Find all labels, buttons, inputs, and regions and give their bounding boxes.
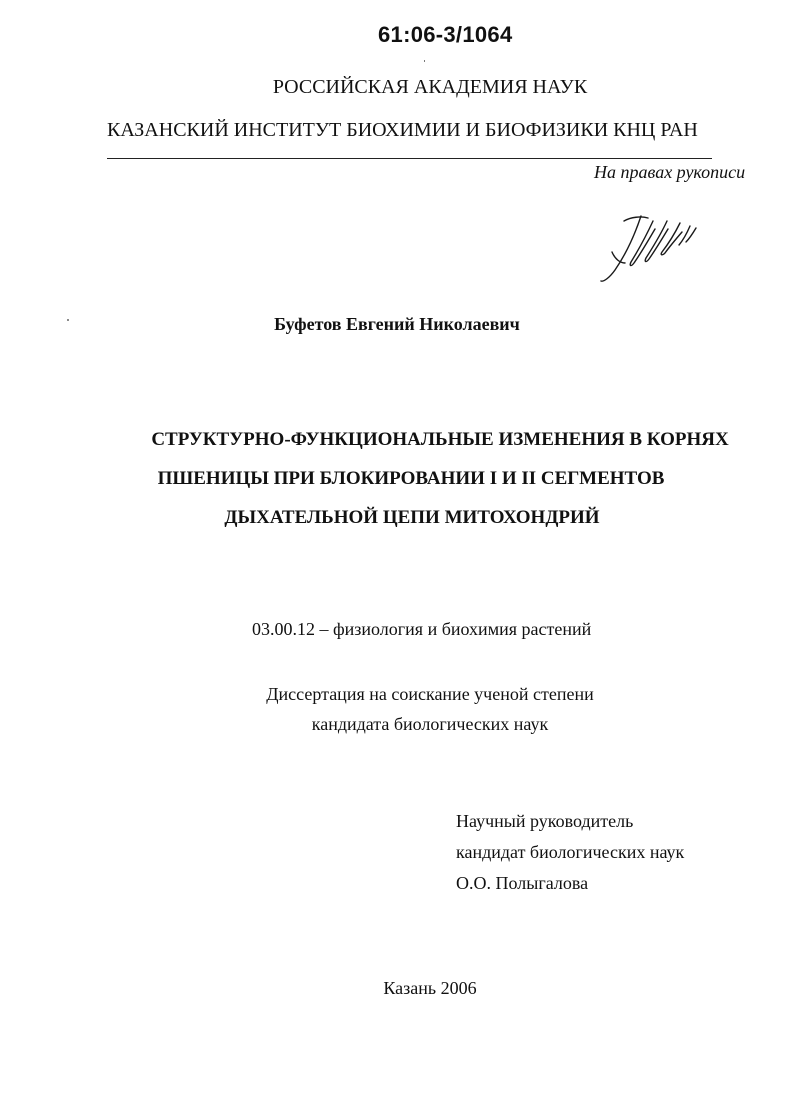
header-divider [107, 158, 712, 159]
scan-speck [424, 60, 425, 62]
manuscript-rights-note: На правах рукописи [594, 162, 746, 182]
handwritten-signature [598, 212, 702, 286]
dissertation-title [0, 420, 794, 537]
degree-line: Диссертация на соискание ученой степени [266, 684, 594, 704]
supervisor-block [456, 806, 684, 899]
title-line: ПШЕНИЦЫ ПРИ БЛОКИРОВАНИИ I И II СЕГМЕНТОВ [157, 468, 665, 489]
institute-name: КАЗАНСКИЙ ИНСТИТУТ БИОХИМИИ И БИОФИЗИКИ КНЦ РАН [107, 119, 698, 141]
supervisor-degree: кандидат биологических наук [456, 842, 685, 862]
supervisor-name: О.О. Полыгалова [456, 873, 589, 893]
supervisor-role: Научный руководитель [456, 811, 634, 831]
catalog-number: 61:06-3/1064 [378, 22, 513, 47]
academy-name: РОССИЙСКАЯ АКАДЕМИЯ НАУК [272, 76, 588, 98]
degree-statement [0, 679, 794, 739]
scan-speck [67, 319, 69, 321]
city-year: Казань 2006 [383, 978, 477, 998]
degree-line: кандидата биологических наук [311, 714, 549, 734]
title-line: ДЫХАТЕЛЬНОЙ ЦЕПИ МИТОХОНДРИЙ [224, 507, 600, 528]
author-name: Буфетов Евгений Николаевич [274, 314, 520, 334]
specialty-code: 03.00.12 – физиология и биохимия растений [252, 619, 592, 639]
title-line: СТРУКТУРНО-ФУНКЦИОНАЛЬНЫЕ ИЗМЕНЕНИЯ В КОРНЯХ [151, 429, 729, 450]
